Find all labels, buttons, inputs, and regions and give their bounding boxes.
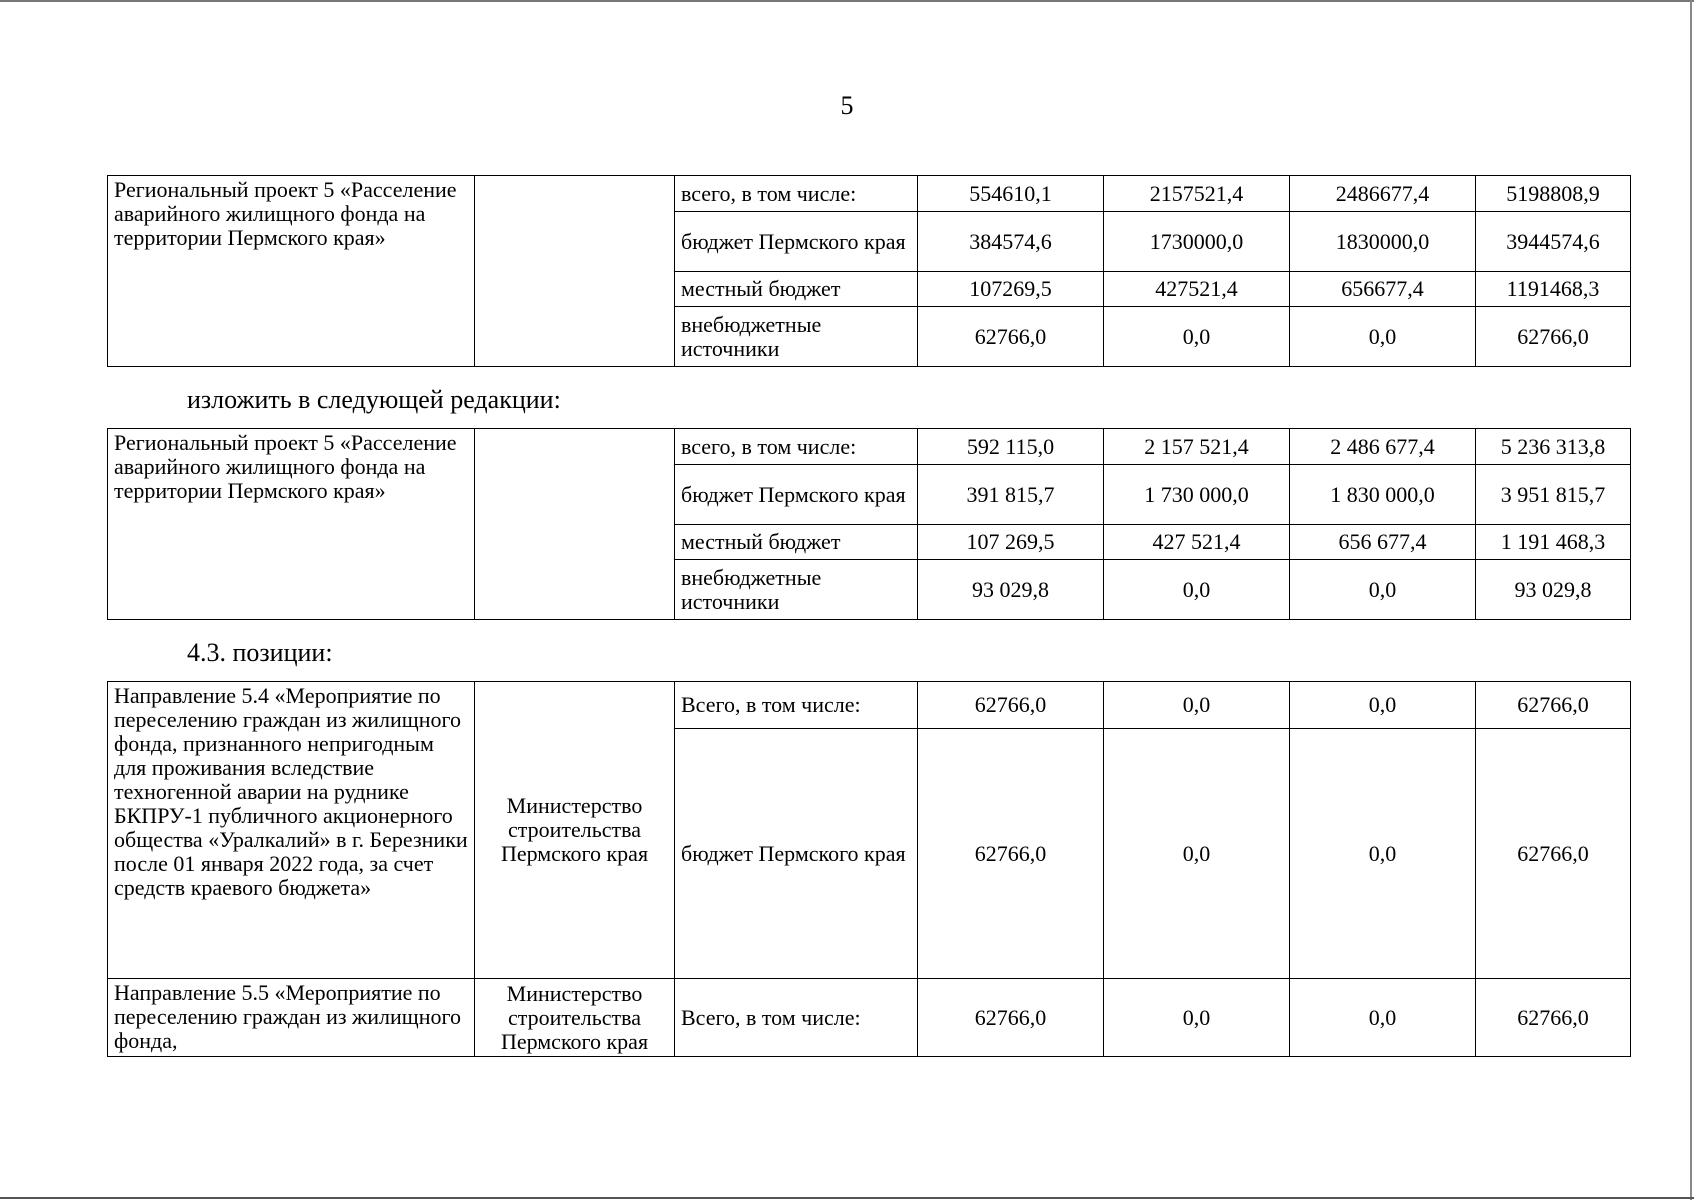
table-row bbox=[108, 682, 1631, 729]
directions-table bbox=[107, 681, 1631, 1057]
funding-source-cell: бюджет Пермского края bbox=[675, 465, 918, 525]
value-cell: 3 951 815,7 bbox=[1476, 465, 1631, 525]
value-cell: 3944574,6 bbox=[1476, 212, 1631, 272]
value-cell: 0,0 bbox=[1290, 682, 1476, 729]
funding-source-cell: Всего, в том числе: bbox=[675, 682, 918, 729]
value-cell: 62766,0 bbox=[1476, 682, 1631, 729]
value-cell: 0,0 bbox=[1104, 979, 1290, 1057]
value-cell: 0,0 bbox=[1104, 682, 1290, 729]
page-top-edge bbox=[0, 0, 1694, 2]
value-cell: 1730000,0 bbox=[1104, 212, 1290, 272]
value-cell: 93 029,8 bbox=[918, 560, 1104, 620]
value-cell: 62766,0 bbox=[1476, 729, 1631, 979]
funding-source-cell: внебюджетные источники bbox=[675, 307, 918, 367]
value-cell: 427521,4 bbox=[1104, 272, 1290, 307]
value-cell: 107269,5 bbox=[918, 272, 1104, 307]
funding-source-cell: местный бюджет bbox=[675, 272, 918, 307]
page-bottom-edge bbox=[0, 1197, 1694, 1199]
table-row bbox=[108, 176, 1631, 212]
project-name-cell: Региональный проект 5 «Расселение аварийного жилищного фонда на территории Пермского края» bbox=[108, 429, 475, 620]
value-cell: 62766,0 bbox=[918, 979, 1104, 1057]
value-cell: 0,0 bbox=[1104, 729, 1290, 979]
table-row bbox=[108, 979, 1631, 1057]
project-name-cell: Региональный проект 5 «Расселение аварийного жилищного фонда на территории Пермского края» bbox=[108, 176, 475, 367]
value-cell: 62766,0 bbox=[918, 307, 1104, 367]
budget-table-old bbox=[107, 175, 1631, 367]
value-cell: 93 029,8 bbox=[1476, 560, 1631, 620]
executor-cell bbox=[475, 176, 675, 367]
budget-table-new bbox=[107, 428, 1631, 620]
funding-source-cell: Всего, в том числе: bbox=[675, 979, 918, 1057]
executor-cell: Министерство строительства Пермского края bbox=[475, 979, 675, 1057]
value-cell: 0,0 bbox=[1290, 560, 1476, 620]
value-cell: 0,0 bbox=[1290, 979, 1476, 1057]
value-cell: 62766,0 bbox=[1476, 307, 1631, 367]
value-cell: 0,0 bbox=[1104, 560, 1290, 620]
value-cell: 0,0 bbox=[1290, 729, 1476, 979]
value-cell: 2157521,4 bbox=[1104, 176, 1290, 212]
page-right-edge bbox=[1690, 0, 1692, 1200]
value-cell: 1830000,0 bbox=[1290, 212, 1476, 272]
value-cell: 1191468,3 bbox=[1476, 272, 1631, 307]
value-cell: 656 677,4 bbox=[1290, 525, 1476, 560]
section-heading: 4.3. позиции: bbox=[187, 638, 333, 667]
value-cell: 592 115,0 bbox=[918, 429, 1104, 465]
value-cell: 1 191 468,3 bbox=[1476, 525, 1631, 560]
value-cell: 2486677,4 bbox=[1290, 176, 1476, 212]
direction-name-cell: Направление 5.4 «Мероприятие по переселению граждан из жилищного фонда, признанного непригодным для проживания вследствие техногенной аварии на руднике БКПРУ-1 публичного акционерного общества «Уралкалий» в г. Березники после 01 января 2022 года, за счет средств краевого бюджета» bbox=[108, 682, 475, 979]
funding-source-cell: местный бюджет bbox=[675, 525, 918, 560]
value-cell: 2 486 677,4 bbox=[1290, 429, 1476, 465]
funding-source-cell: бюджет Пермского края bbox=[675, 212, 918, 272]
funding-source-cell: бюджет Пермского края bbox=[675, 729, 918, 979]
value-cell: 5 236 313,8 bbox=[1476, 429, 1631, 465]
table-row bbox=[108, 429, 1631, 465]
value-cell: 62766,0 bbox=[918, 682, 1104, 729]
value-cell: 427 521,4 bbox=[1104, 525, 1290, 560]
value-cell: 0,0 bbox=[1104, 307, 1290, 367]
value-cell: 656677,4 bbox=[1290, 272, 1476, 307]
value-cell: 2 157 521,4 bbox=[1104, 429, 1290, 465]
instruction-text: изложить в следующей редакции: bbox=[187, 385, 561, 414]
page-number: 5 bbox=[840, 91, 854, 120]
funding-source-cell: всего, в том числе: bbox=[675, 176, 918, 212]
executor-cell: Министерство строительства Пермского края bbox=[475, 682, 675, 979]
funding-source-cell: всего, в том числе: bbox=[675, 429, 918, 465]
executor-cell bbox=[475, 429, 675, 620]
value-cell: 62766,0 bbox=[1476, 979, 1631, 1057]
funding-source-cell: внебюджетные источники bbox=[675, 560, 918, 620]
value-cell: 391 815,7 bbox=[918, 465, 1104, 525]
value-cell: 1 730 000,0 bbox=[1104, 465, 1290, 525]
value-cell: 5198808,9 bbox=[1476, 176, 1631, 212]
value-cell: 554610,1 bbox=[918, 176, 1104, 212]
value-cell: 0,0 bbox=[1290, 307, 1476, 367]
value-cell: 1 830 000,0 bbox=[1290, 465, 1476, 525]
value-cell: 62766,0 bbox=[918, 729, 1104, 979]
value-cell: 107 269,5 bbox=[918, 525, 1104, 560]
direction-name-cell: Направление 5.5 «Мероприятие по переселению граждан из жилищного фонда, bbox=[108, 979, 475, 1057]
value-cell: 384574,6 bbox=[918, 212, 1104, 272]
